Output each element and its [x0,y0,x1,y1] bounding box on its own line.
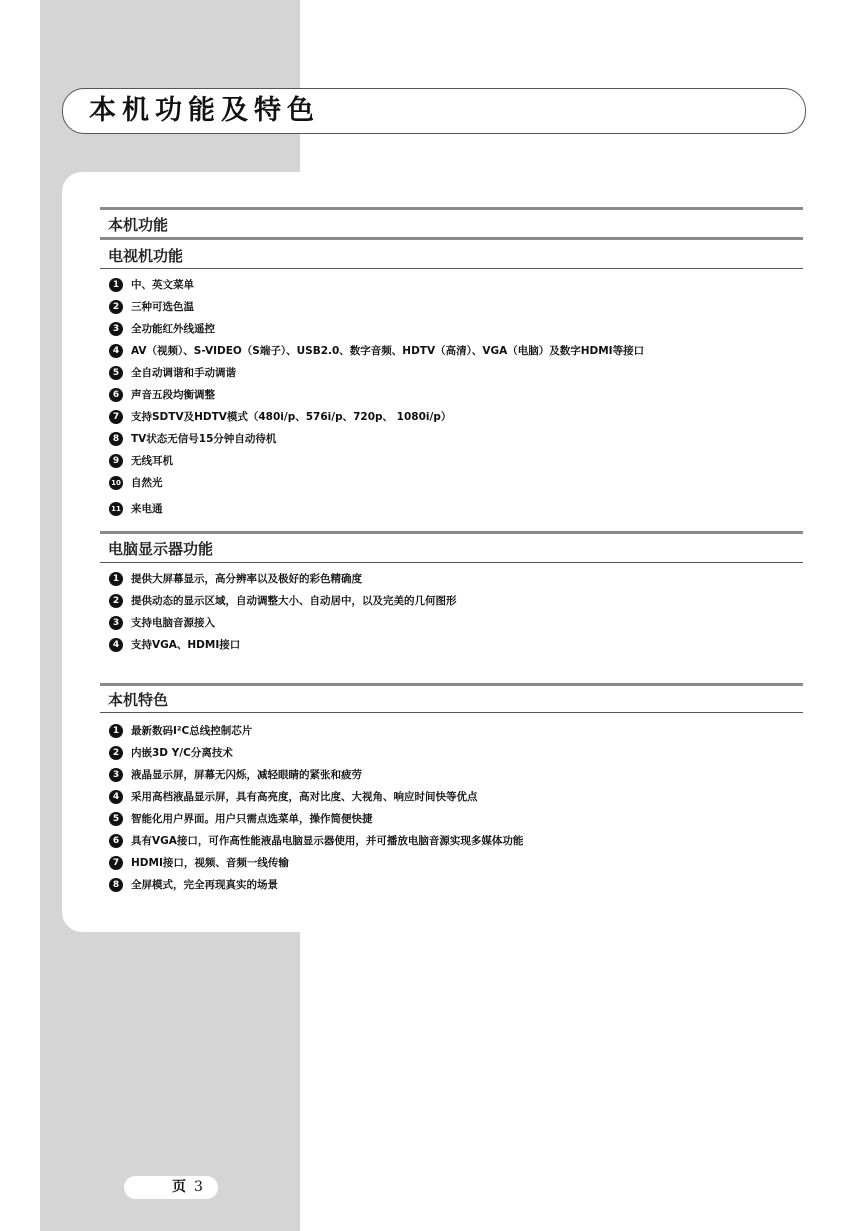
section-rule [100,562,803,563]
bullet-number: 6 [109,388,123,402]
section-rule [100,207,803,210]
list-item [109,742,799,764]
bullet-number: 4 [109,344,123,358]
item-text: 支持电脑音源接入 [131,617,215,629]
list-item [109,318,799,340]
page-label: 页 [172,1179,186,1195]
item-text: AV（视频）、S-VIDEO（S端子）、USB2.0、数字音频、HDTV（高清）、VGA（电脑）及数字HDMI等接口 [131,345,645,357]
item-text: 最新数码I²C总线控制芯片 [131,725,253,737]
item-text: 中、英文菜单 [131,279,194,291]
list-item [109,764,799,786]
tv-functions-heading: 电视机功能 [108,247,184,265]
bullet-number: 3 [109,616,123,630]
bullet-number: 4 [109,638,123,652]
bullet-number: 10 [109,476,123,490]
section-rule [100,531,803,534]
functions-heading: 本机功能 [108,216,169,234]
item-text: 提供大屏幕显示，高分辨率以及极好的彩色精确度 [131,573,362,585]
section-rule [100,683,803,686]
bullet-number: 9 [109,454,123,468]
bullet-number: 8 [109,878,123,892]
list-item [109,874,799,896]
tv-functions-list [109,274,799,520]
bullet-number: 11 [109,502,123,516]
pc-functions-heading: 电脑显示器功能 [108,540,214,558]
list-item [109,612,799,634]
list-item [109,830,799,852]
bullet-number: 5 [109,366,123,380]
item-text: 采用高档液晶显示屏，具有高亮度，高对比度、大视角、响应时间快等优点 [131,791,478,803]
bullet-number: 1 [109,572,123,586]
bullet-number: 3 [109,322,123,336]
bullet-number: 1 [109,724,123,738]
item-text: 自然光 [131,477,163,489]
bullet-number: 7 [109,856,123,870]
pc-functions-list [109,568,799,656]
list-item [109,634,799,656]
bullet-number: 4 [109,790,123,804]
list-item [109,852,799,874]
list-item [109,450,799,472]
item-text: 提供动态的显示区域，自动调整大小、自动居中，以及完美的几何图形 [131,595,457,607]
list-item [109,720,799,742]
item-text: 三种可选色温 [131,301,194,313]
list-item [109,384,799,406]
list-item [109,472,799,494]
page-title: 本机功能及特色 [89,95,320,126]
item-text: TV状态无信号15分钟自动待机 [131,433,277,445]
item-text: 无线耳机 [131,455,173,467]
list-item [109,786,799,808]
item-text: 支持VGA、HDMI接口 [131,639,241,651]
list-item [109,296,799,318]
features-heading: 本机特色 [108,691,169,709]
list-item [109,362,799,384]
bullet-number: 8 [109,432,123,446]
item-text: 液晶显示屏，屏幕无闪烁，减轻眼睛的紧张和疲劳 [131,769,362,781]
bullet-number: 5 [109,812,123,826]
item-text: 智能化用户界面。用户只需点选菜单，操作简便快捷 [131,813,373,825]
bullet-number: 2 [109,746,123,760]
section-rule [100,712,803,713]
item-text: 内嵌3D Y/C分离技术 [131,747,233,759]
item-text: 全屏模式，完全再现真实的场景 [131,879,278,891]
list-item [109,406,799,428]
list-item [109,274,799,296]
section-rule [100,268,803,269]
list-item [109,808,799,830]
list-item [109,498,799,520]
features-list [109,720,799,896]
bullet-number: 6 [109,834,123,848]
page-number-pill [124,1176,218,1199]
item-text: 来电通 [131,503,163,515]
section-rule [100,237,803,240]
bullet-number: 2 [109,300,123,314]
list-item [109,428,799,450]
bullet-number: 3 [109,768,123,782]
page-number: 3 [194,1179,203,1195]
item-text: 全功能红外线遥控 [131,323,215,335]
list-item [109,340,799,362]
bullet-number: 1 [109,278,123,292]
item-text: 全自动调谐和手动调谐 [131,367,236,379]
list-item [109,568,799,590]
list-item [109,590,799,612]
item-text: 具有VGA接口，可作高性能液晶电脑显示器使用，并可播放电脑音源实现多媒体功能 [131,835,524,847]
bullet-number: 2 [109,594,123,608]
title-banner [62,88,806,134]
item-text: HDMI接口，视频、音频一线传输 [131,857,289,869]
bullet-number: 7 [109,410,123,424]
item-text: 声音五段均衡调整 [131,389,215,401]
item-text: 支持SDTV及HDTV模式（480i/p、576i/p、720p、 1080i/p） [131,411,452,423]
